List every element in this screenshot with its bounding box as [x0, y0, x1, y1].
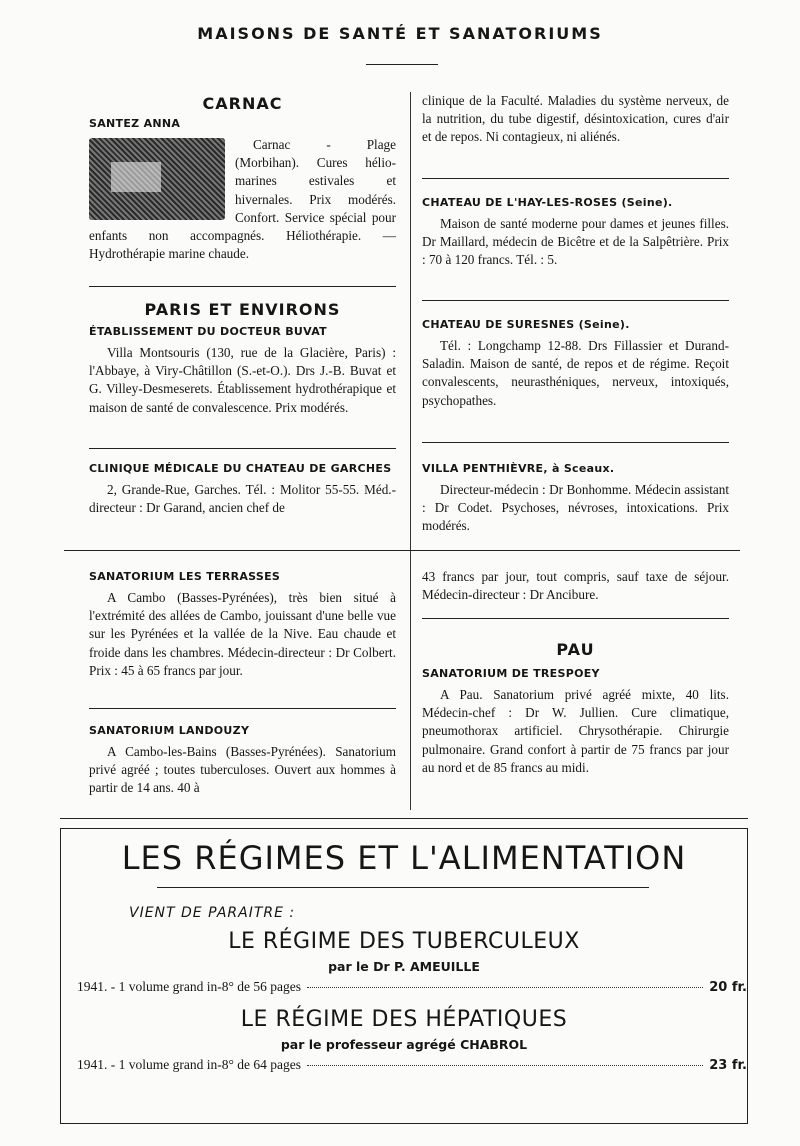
divider: [422, 300, 729, 301]
hay-name: CHATEAU DE L'HAY-LES-ROSES (Seine).: [422, 196, 673, 209]
hay-text: Maison de santé moderne pour dames et jeunes filles. Dr Maillard, médecin de Bicêtre et de la Salpêtrière. Prix : 70 à 120 francs. Tél. : 5.: [422, 216, 729, 268]
hay-section: [422, 196, 729, 270]
suresnes-section: [422, 318, 729, 410]
buvat-text: Villa Montsouris (130, rue de la Glacière, Paris) : l'Abbaye, à Viry-Châtillon (S.-et-O.). Drs J.-B. Buvat et G. Villey-Desmeserets. Établissement hydrothérapique et maison de santé de convalescence. Prix modérés.: [89, 345, 396, 415]
carnac-photo: [89, 138, 225, 220]
garches-text: 2, Grande-Rue, Garches. Tél. : Molitor 55-55. Méd.-directeur : Dr Garand, ancien chef de: [89, 482, 396, 516]
page-title: MAISONS DE SANTÉ ET SANATORIUMS: [197, 24, 603, 43]
book-description: 1941. - 1 volume grand in-8° de 64 pages: [77, 1057, 301, 1072]
garches-section: [89, 462, 396, 517]
ad-top-rule: [60, 818, 748, 819]
divider: [422, 178, 729, 179]
landouzy-name: SANATORIUM LANDOUZY: [89, 724, 250, 737]
dot-leader: [307, 987, 703, 988]
paris-heading: PARIS ET ENVIRONS: [144, 300, 341, 319]
book-description: 1941. - 1 volume grand in-8° de 56 pages: [77, 979, 301, 994]
carnac-heading: CARNAC: [202, 94, 283, 113]
pau-heading: PAU: [556, 640, 595, 659]
terrasses-text: A Cambo (Basses-Pyrénées), très bien situé à l'extrémité des allées de Cambo, jouissant d'une belle vue sur les Pyrénées et la vallée de la Nive. Eau chaude et froide dans les chambres. Médecin-directeur : Dr Colbert. Prix : 45 à 65 francs par jour.: [89, 590, 396, 678]
carnac-section: [89, 94, 396, 263]
advertisement-box: [60, 828, 748, 1124]
landouzy-text: A Cambo-les-Bains (Basses-Pyrénées). Sanatorium privé agréé ; toutes tuberculoses. Ouvert aux hommes à partir de 14 ans. 40 à: [89, 744, 396, 796]
dot-leader: [307, 1065, 703, 1066]
suresnes-name: CHATEAU DE SURESNES (Seine).: [422, 318, 630, 331]
penthievre-name: VILLA PENTHIÈVRE, à Sceaux.: [422, 462, 615, 475]
book-title: LE RÉGIME DES HÉPATIQUES: [240, 1007, 568, 1032]
divider: [89, 448, 396, 449]
terrasses-section: [89, 570, 396, 680]
section-divider: [64, 550, 740, 551]
landouzy-continuation-text: 43 francs par jour, tout compris, sauf taxe de séjour. Médecin-directeur : Dr Ancibure.: [422, 569, 729, 603]
book-line: [77, 1057, 747, 1073]
book-line: [77, 979, 747, 995]
penthievre-section: [422, 462, 729, 536]
santez-anna-name: SANTEZ ANNA: [89, 117, 181, 130]
santez-anna-text: Carnac - Plage (Morbihan). Cures hélio-marines estivales et hivernales. Prix modérés. Confort. Service spécial pour enfants non accompagnés. Héliothérapie. — Hydrothérapie marine chaude.: [89, 137, 396, 262]
suresnes-text: Tél. : Longchamp 12-88. Drs Fillassier et Durand-Saladin. Maison de santé, de repos et de régime. Reçoit convalescents, neurasthéniques, nerveux, intoxiqués, psychopathes.: [422, 338, 729, 408]
buvat-name: ÉTABLISSEMENT DU DOCTEUR BUVAT: [89, 325, 327, 338]
book-author: par le professeur agrégé CHABROL: [280, 1037, 528, 1052]
ad-subhead: VIENT DE PARAITRE :: [129, 905, 296, 921]
trespoey-name: SANATORIUM DE TRESPOEY: [422, 667, 600, 680]
penthievre-text: Directeur-médecin : Dr Bonhomme. Médecin assistant : Dr Codet. Psychoses, névroses, intoxications. Prix modérés.: [422, 482, 729, 534]
ad-title-rule: [157, 887, 649, 888]
terrasses-name: SANATORIUM LES TERRASSES: [89, 570, 281, 583]
pau-section: [422, 640, 729, 777]
book-author: par le Dr P. AMEUILLE: [328, 959, 480, 974]
column-divider: [410, 92, 411, 810]
divider: [422, 618, 729, 619]
book-price: 23 fr.: [709, 1058, 747, 1073]
paris-section: [89, 300, 396, 417]
garches-name: CLINIQUE MÉDICALE DU CHATEAU DE GARCHES: [89, 462, 392, 475]
landouzy-section: [89, 724, 396, 798]
garches-continuation: [422, 92, 729, 147]
book-price: 20 fr.: [709, 980, 747, 995]
divider: [89, 286, 396, 287]
landouzy-continuation: [422, 568, 729, 604]
trespoey-text: A Pau. Sanatorium privé agréé mixte, 40 lits. Médecin-chef : Dr W. Jullien. Cure climatique, pneumothorax artificiel. Chrysothérapie. Chirurgie pulmonaire. Grand confort à partir de 75 francs par jour au nord et de 85 francs au midi.: [422, 687, 729, 775]
divider: [89, 708, 396, 709]
book-title: LE RÉGIME DES TUBERCULEUX: [228, 929, 580, 954]
divider: [422, 442, 729, 443]
ad-title: LES RÉGIMES ET L'ALIMENTATION: [121, 839, 687, 877]
garches-continuation-text: clinique de la Faculté. Maladies du système nerveux, de la nutrition, du tube digestif, désintoxication, cures d'air et de repos. Ni contagieux, ni aliénés.: [422, 93, 729, 145]
title-rule: [366, 64, 438, 65]
